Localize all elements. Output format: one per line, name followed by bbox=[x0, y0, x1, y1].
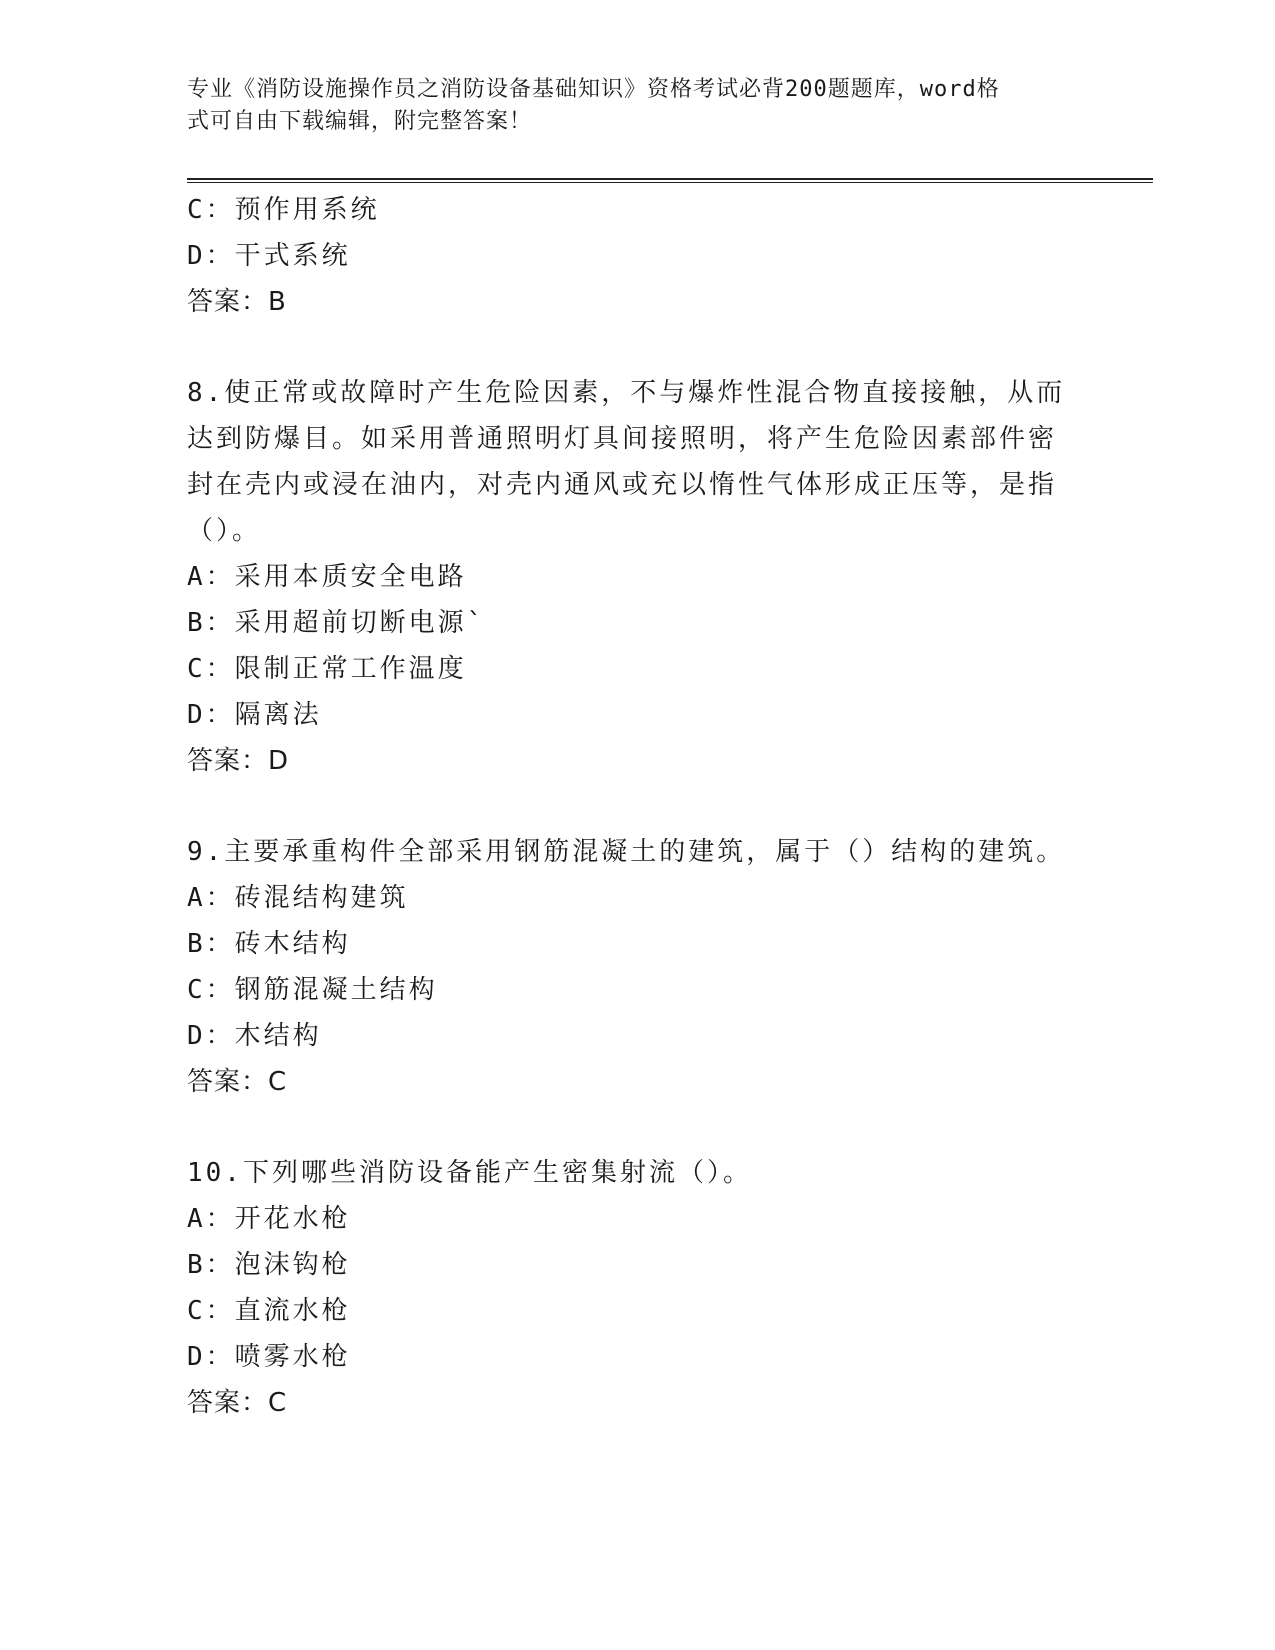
header-divider bbox=[187, 178, 1153, 183]
header-line-1: 专业《消防设施操作员之消防设备基础知识》资格考试必背200题题库，word格 bbox=[187, 77, 1000, 102]
question-10 bbox=[187, 1150, 1067, 1426]
question-stem-line: 9.主要承重构件全部采用钢筋混凝土的建筑，属于（）结构的建筑。 bbox=[187, 837, 1066, 867]
answer-line: 答案：C bbox=[187, 1067, 288, 1097]
option-d: D：木结构 bbox=[187, 1021, 322, 1051]
option-d: D：干式系统 bbox=[187, 241, 351, 271]
option-c: C：预作用系统 bbox=[187, 195, 380, 225]
option-b: B：采用超前切断电源` bbox=[187, 608, 486, 638]
question-stem-line: 8.使正常或故障时产生危险因素，不与爆炸性混合物直接接触，从而 bbox=[187, 378, 1066, 408]
question-stem-line: 封在壳内或浸在油内，对壳内通风或充以惰性气体形成正压等，是指 bbox=[187, 470, 1058, 500]
answer-line: 答案：C bbox=[187, 1388, 288, 1418]
answer-line: 答案：D bbox=[187, 746, 290, 776]
question-8 bbox=[187, 370, 1067, 784]
option-b: B：砖木结构 bbox=[187, 929, 351, 959]
option-c: C：直流水枪 bbox=[187, 1296, 351, 1326]
option-d: D：隔离法 bbox=[187, 700, 322, 730]
option-c: C：限制正常工作温度 bbox=[187, 654, 467, 684]
document-header bbox=[187, 74, 1067, 138]
answer-line: 答案：B bbox=[187, 287, 287, 317]
option-c: C：钢筋混凝土结构 bbox=[187, 975, 438, 1005]
option-b: B：泡沫钩枪 bbox=[187, 1250, 351, 1280]
option-a: A：采用本质安全电路 bbox=[187, 562, 467, 592]
header-line-2: 式可自由下载编辑，附完整答案！ bbox=[187, 109, 533, 134]
document-body bbox=[187, 187, 1067, 1471]
carryover-question bbox=[187, 187, 1067, 325]
question-stem-line: （）。 bbox=[187, 516, 262, 546]
question-stem-line: 10.下列哪些消防设备能产生密集射流（）。 bbox=[187, 1158, 752, 1188]
option-a: A：砖混结构建筑 bbox=[187, 883, 409, 913]
option-d: D：喷雾水枪 bbox=[187, 1342, 351, 1372]
option-a: A：开花水枪 bbox=[187, 1204, 351, 1234]
question-stem-line: 达到防爆目。如采用普通照明灯具间接照明，将产生危险因素部件密 bbox=[187, 424, 1058, 454]
question-9 bbox=[187, 829, 1067, 1105]
